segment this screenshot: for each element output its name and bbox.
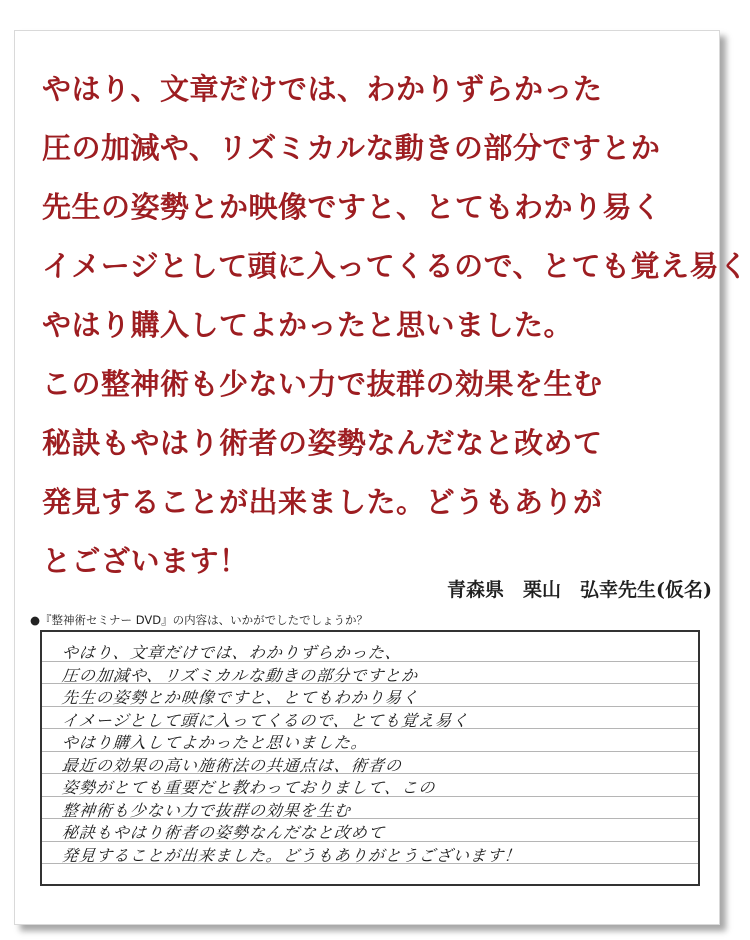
testimonial-line: やはり購入してよかったと思いました。	[42, 308, 574, 342]
testimonial-text	[42, 60, 749, 591]
testimonial-line: 発見することが出来ました。どうもありが	[42, 485, 603, 519]
handwritten-line: 最近の効果の高い施術法の共通点は、術者の	[60, 755, 403, 775]
handwritten-line: 秘訣もやはり術者の姿勢なんだなと改めて	[60, 823, 386, 842]
testimonial-line: とございます！	[42, 544, 249, 578]
survey-question: ●『整神術セミナー DVD』の内容は、いかがでしたでしょうか？	[30, 613, 369, 627]
handwritten-line: 姿勢がとても重要だと教わっておりまして、この	[60, 778, 437, 797]
handwritten-line: 圧の加減や、リズミカルな動きの部分ですとか	[60, 665, 420, 685]
handwritten-line: やはり、文章だけでは、わかりずらかった、	[60, 643, 403, 662]
handwritten-line: 整神術も少ない力で抜群の効果を生む	[60, 800, 352, 820]
handwritten-answer-box	[40, 630, 700, 886]
testimonial-line: やはり、文章だけでは、わかりずらかった	[42, 72, 603, 106]
survey-form	[30, 612, 700, 865]
testimonial-line: イメージとして頭に入ってくるので、とても覚え易く	[42, 249, 749, 283]
author-attribution: 青森県 栗山 弘幸先生(仮名)	[447, 579, 712, 601]
handwritten-line: 発見することが出来ました。どうもありがとうございます！	[60, 845, 522, 865]
handwritten-line: 先生の姿勢とか映像ですと、とてもわかり易く	[60, 688, 420, 707]
testimonial-line: 秘訣もやはり術者の姿勢なんだなと改めて	[42, 426, 603, 460]
testimonial-line: この整神術も少ない力で抜群の効果を生む	[42, 367, 603, 401]
testimonial-line: 先生の姿勢とか映像ですと、とてもわかり易く	[42, 190, 662, 224]
handwritten-line: やはり購入してよかったと思いました。	[60, 733, 369, 752]
testimonial-line: 圧の加減や、リズミカルな動きの部分ですとか	[42, 131, 661, 165]
handwritten-line: イメージとして頭に入ってくるので、とても覚え易く	[60, 710, 471, 730]
